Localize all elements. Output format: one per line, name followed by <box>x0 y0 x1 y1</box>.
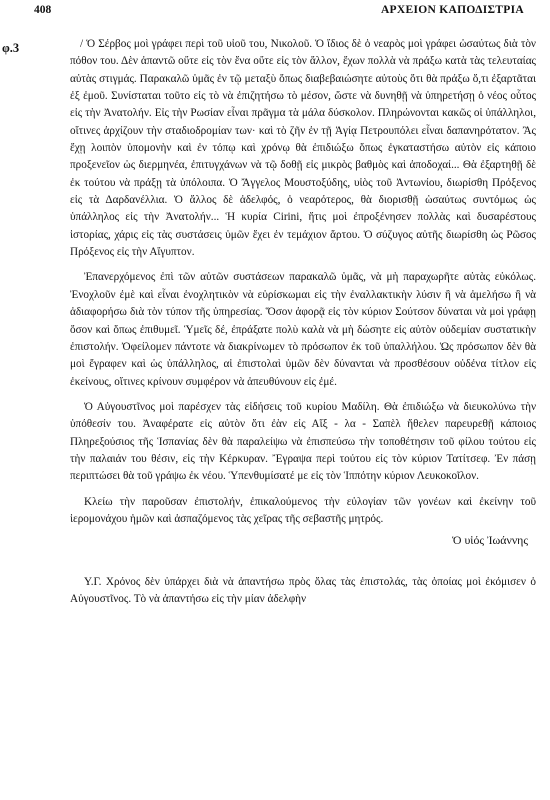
paragraph: / Ὁ Σέρβος μοὶ γράφει περὶ τοῦ υἱοῦ του, Νικολοῦ. Ὁ ἴδιος δὲ ὁ νεαρὸς μοὶ γράφει ὡσαύτως διὰ τὸν πόθον του. Δὲν ἀπαντῶ οὔτε εἰς τὸν ἕνα οὔτε εἰς τὸν ἄλλον, ἔχων πολλὰ νὰ πράξω κατὰ τὰς τελευταίας αὐτὰς στιγμάς. Παρακαλῶ ὑμᾶς ἐν τῷ μεταξὺ ὅπως διαβεβαιώσητε αὐτοὺς ὅτι θὰ πράξω ὅ,τι ἐξαρτᾶται ἐξ ἐμοῦ. Συνίσταται τοῦτο εἰς τὸ νὰ ἐπιζητήσω τὸ μέσον, ὥστε νὰ δυνηθῇ νὰ ὑπηρετήσῃ ὁ νέος οὗτος εἰς τὴν Ἀνατολήν. Εἰς τὴν Ρωσίαν εἶναι πρᾶγμα τὰ μάλα δύσκολον. Πληρώνονται κακῶς οἱ ὑπάλληλοι, οἵτινες ἀρχίζουν τὴν σταδιοδρομίαν των· καὶ τὸ ζῆν ἐν τῇ Ἁγίᾳ Πετρουπόλει εἶναι δαπανηρότατον. Ἂς ἔχῃ λοιπὸν ὑπομονὴν καὶ ἐν τόπῳ καὶ χρόνῳ θὰ ἐπιδιώξω ὅπως ἐγκαταστήσω αὐτὸν εἰς κάποιο προξενεῖον ὡς διερμηνέα, ἐπιτυγχάνων νὰ τῷ δοθῇ εἰς μικρὸς βαθμὸς καὶ ἀποδοχαί... Θὰ ἐξαρτηθῇ δὲ ἐκ τούτου νὰ πράξῃ τὰ ὑπόλοιπα. Ὁ Ἄγγελος Μουστοξύδης, υἱὸς τοῦ Ἀντωνίου, διωρίσθη Πρόξενος εἰς τὰ Δαρδανέλλια. Ὁ ἄλλος δὲ ἀδελφός, ὁ νεαρότερος, θὰ διορισθῇ ὡσαύτως συντόμως ὡς ὑπάλληλος εἰς τὴν Ἀνατολήν... Ἡ κυρία Cirini, ἥτις μοὶ ἐπροξένησεν πολλὰς καὶ δυσαρέστους ἱστορίας, χάρις εἰς τὰς συστάσεις ὑμῶν ἔχει ἐν τεμάχιον ἄρτου. Ὁ σύζυγος αὐτῆς διωρίσθη ὡς Ρῶσος Πρόξενος εἰς τὴν Αἴγυπτον. <box>70 38 536 259</box>
paragraph: Ἐπανερχόμενος ἐπὶ τῶν αὐτῶν συστάσεων παρακαλῶ ὑμᾶς, νὰ μὴ παραχωρῆτε αὐτὰς εὐκόλως. Ἐνοχλοῦν ἐμὲ καὶ εἶναι ἐνοχλητικὸν νὰ εὑρίσκωμαι εἰς τὴν ἐναλλακτικὴν λύσιν ἢ νὰ ἀμελήσω ἢ νὰ ἀδιαφορήσω διὰ τὸν τύπον τῆς ὑπηρεσίας. Ὅσον ἀφορᾷ εἰς τὸν κύριον Σούτσον δύναται νὰ μοὶ γράφῃ ὅσον καὶ ὅπως ἐπιθυμεῖ. Ὑμεῖς δέ, ἐπράξατε πολὺ καλὰ νὰ μὴ δώσητε εἰς αὐτὸν οὐδεμίαν συστατικὴν ἐπιστολήν. Ὀφείλομεν πάντοτε νὰ διακρίνωμεν τὸ πρόσωπον ἐκ τοῦ ὑπαλλήλου. Ὡς πρόσωπον δὲν θὰ μοὶ ἔγραφεν καὶ ὡς ὑπάλληλος, αἱ ἐπιστολαὶ ὑμῶν δὲν δύνανται νὰ προσθέσουν οὐδένα τίτλον εἰς ἐκείνους, οἵτινες κρίνουν συμφέρον νὰ ἀπευθύνουν εἰς ἐμέ. <box>70 271 536 388</box>
folio-margin-note: φ.3 <box>2 41 20 55</box>
page-number: 408 <box>34 4 52 16</box>
running-header: ΑΡΧΕΙΟΝ ΚΑΠΟΔΙΣΤΡΙΑ <box>380 4 524 16</box>
signature: Ὁ υἱός Ἰωάννης <box>452 533 528 548</box>
letter-body <box>70 36 536 608</box>
paragraph: Ὁ Αὐγουστῖνος μοὶ παρέσχεν τὰς εἰδήσεις τοῦ κυρίου Μαδίλη. Θὰ ἐπιδιώξω νὰ διευκολύνω τὴν ὑπόθεσίν του. Ἀναφέρατε εἰς αὐτὸν ὅτι ἐὰν εἰς Αἴξ - λα - Σαπὲλ ἤθελεν παρευρεθῇ κάποιος Πληρεξούσιος τῆς Ἱσπανίας δὲν θὰ παραλείψω νὰ ἐπισπεύσω τὴν τοποθέτησιν τοῦ φίλου τούτου εἰς τὴν παλαιάν του θέσιν, εἰς τὴν Κέρκυραν. Ἔγραψα περὶ τούτου εἰς τὸν κύριον Τατίτσεφ. Ἐν πάσῃ περιπτώσει θὰ τοῦ γράψω ἐκ νέου. Ὑπενθυμίσατέ με εἰς τὸν Ἱππότην κύριον Λευκοκοῖλον. <box>70 400 536 483</box>
paragraph: Κλείω τὴν παροῦσαν ἐπιστολήν, ἐπικαλούμενος τὴν εὐλογίαν τῶν γονέων καὶ ἐκείνην τοῦ ἱερομονάχου ἡμῶν καὶ ἀσπαζόμενος τὰς χεῖρας τῆς σεβαστῆς μητρός. <box>70 495 536 525</box>
postscript: Υ.Γ. Χρόνος δὲν ὑπάρχει διὰ νὰ ἀπαντήσω πρὸς ὅλας τὰς ἐπιστολάς, τὰς ὁποίας μοὶ ἐκόμισεν ὁ Αὐγουστῖνος. Τὸ νὰ ἀπαντήσω εἰς τὴν μίαν ἀδελφὴν <box>70 575 536 605</box>
